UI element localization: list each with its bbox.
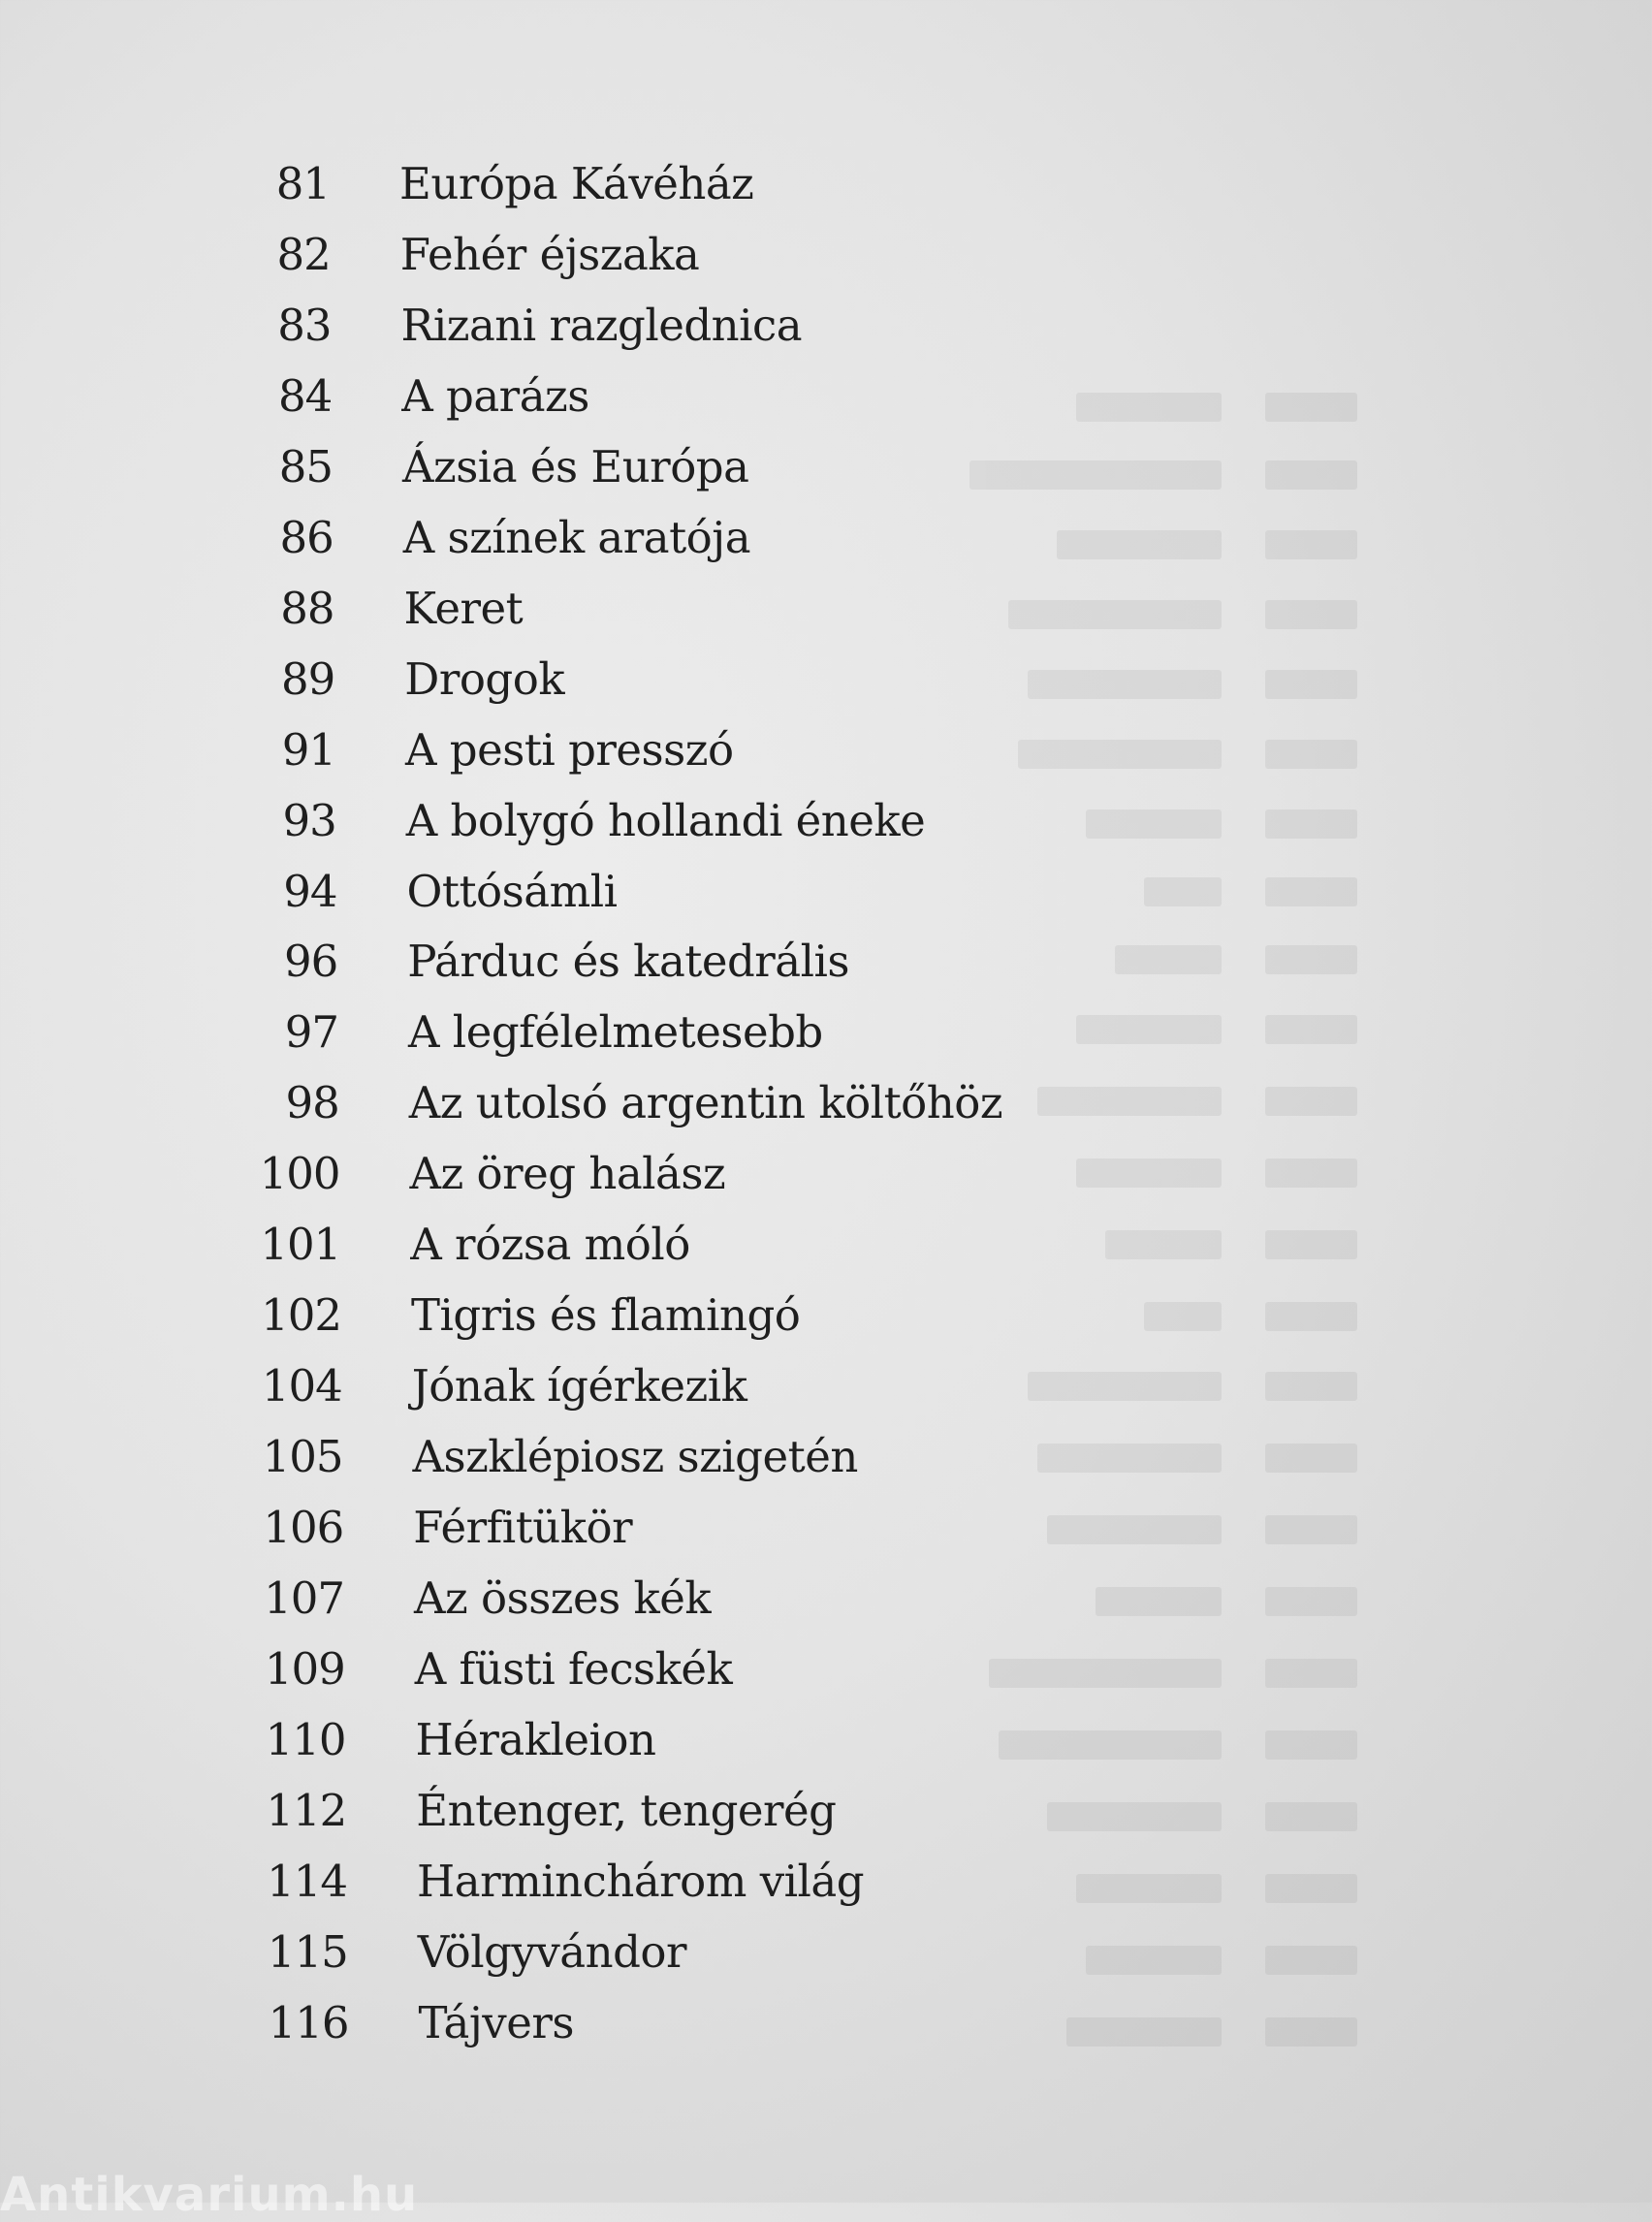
- toc-page-number: 115: [267, 1925, 348, 1978]
- toc-page-number: 112: [266, 1784, 347, 1836]
- toc-entry: [3, 438, 875, 502]
- toc-title: Tájvers: [418, 1996, 574, 2048]
- toc-title: Ottósámli: [406, 865, 618, 917]
- toc-entry: [4, 509, 876, 573]
- toc-title: A bolygó hollandi éneke: [405, 794, 926, 846]
- toc-entry: [6, 721, 878, 785]
- toc-page-number: 89: [280, 652, 335, 705]
- toc-title: Tigris és flamingó: [411, 1289, 801, 1342]
- toc-page-number: 84: [277, 369, 333, 422]
- toc-page-number: 102: [261, 1289, 341, 1342]
- toc-page-number: 93: [282, 794, 336, 846]
- toc-entry: [8, 863, 880, 927]
- toc-title: A színek aratója: [402, 511, 751, 563]
- watermark: Antikvarium.hu: [0, 2168, 419, 2222]
- toc-entry: [12, 1286, 884, 1350]
- toc-title: Az összes kék: [414, 1572, 712, 1624]
- toc-entry: [10, 1074, 1003, 1138]
- toc-entry: [15, 1570, 887, 1634]
- toc-title: Fehér éjszaka: [399, 228, 700, 280]
- toc-title: Párduc és katedrális: [407, 936, 850, 988]
- toc-entry: [11, 1145, 883, 1209]
- toc-entry: [16, 1711, 889, 1775]
- toc-page-number: 105: [262, 1431, 343, 1483]
- toc-entry: [17, 1853, 890, 1917]
- toc-page-number: 88: [280, 582, 334, 634]
- toc-page-number: 97: [284, 1006, 338, 1059]
- toc-entry: [16, 1640, 888, 1704]
- toc-page-number: 109: [264, 1642, 345, 1695]
- toc-page-number: 104: [261, 1360, 342, 1413]
- toc-page-number: 81: [275, 158, 330, 209]
- toc-page-number: 98: [285, 1077, 339, 1129]
- toc-page-number: 100: [259, 1148, 340, 1200]
- toc-page-number: 96: [283, 936, 338, 988]
- toc-title: Európa Kávéház: [399, 158, 754, 209]
- toc-title: A füsti fecskék: [414, 1642, 733, 1695]
- toc-page-number: 101: [260, 1219, 341, 1271]
- toc-title: Aszklépiosz szigetén: [412, 1431, 858, 1483]
- toc-entry: [18, 1923, 891, 1987]
- toc-title: A parázs: [401, 369, 589, 422]
- toc-entry: [2, 297, 874, 361]
- toc-page-number: 107: [264, 1572, 344, 1624]
- toc-title: Harminchárom világ: [417, 1855, 865, 1907]
- toc-page-number: 114: [267, 1855, 347, 1907]
- toc-entry: [1, 226, 874, 290]
- toc-title: Rizani razglednica: [400, 299, 803, 351]
- toc-entry: [0, 155, 873, 219]
- toc-entry: [11, 1216, 883, 1280]
- toc-entry: [8, 933, 880, 997]
- toc-title: A rózsa móló: [410, 1219, 690, 1271]
- toc-page-number: 116: [268, 1996, 349, 2048]
- toc-entry: [19, 1994, 892, 2058]
- toc-entry: [9, 1003, 881, 1067]
- toc-title: Jónak ígérkezik: [411, 1360, 747, 1413]
- toc-entry: [5, 580, 877, 644]
- toc-page-number: 86: [279, 511, 334, 563]
- toc-entry: [2, 367, 874, 431]
- toc-title: Hérakleion: [415, 1713, 656, 1765]
- toc-entry: [7, 792, 926, 856]
- toc-page-number: 106: [263, 1502, 344, 1554]
- toc-title: Ázsia és Európa: [402, 440, 749, 492]
- toc-entry: [16, 1782, 889, 1846]
- toc-title: A pesti presszó: [405, 723, 734, 776]
- toc-page-number: 94: [283, 865, 337, 917]
- toc-title: Az öreg halász: [409, 1148, 726, 1200]
- toc-entry: [13, 1357, 885, 1421]
- toc-title: Keret: [403, 582, 524, 634]
- toc-title: Férfitükör: [413, 1502, 633, 1554]
- toc-page-number: 85: [278, 440, 333, 492]
- toc-title: Az utolsó argentin költőhöz: [408, 1077, 1003, 1129]
- toc-title: Völgyvándor: [417, 1925, 686, 1978]
- toc-page-number: 83: [277, 299, 332, 351]
- toc-page-number: 82: [276, 228, 331, 280]
- toc-entry: [5, 651, 877, 714]
- toc-entry: [14, 1428, 886, 1492]
- toc-title: Éntenger, tengerég: [416, 1784, 837, 1836]
- toc-page-number: 91: [281, 723, 335, 776]
- toc-entry: [14, 1499, 886, 1563]
- toc-page-number: 110: [265, 1713, 346, 1765]
- toc-title: Drogok: [404, 652, 565, 705]
- toc-title: A legfélelmetesebb: [408, 1006, 823, 1059]
